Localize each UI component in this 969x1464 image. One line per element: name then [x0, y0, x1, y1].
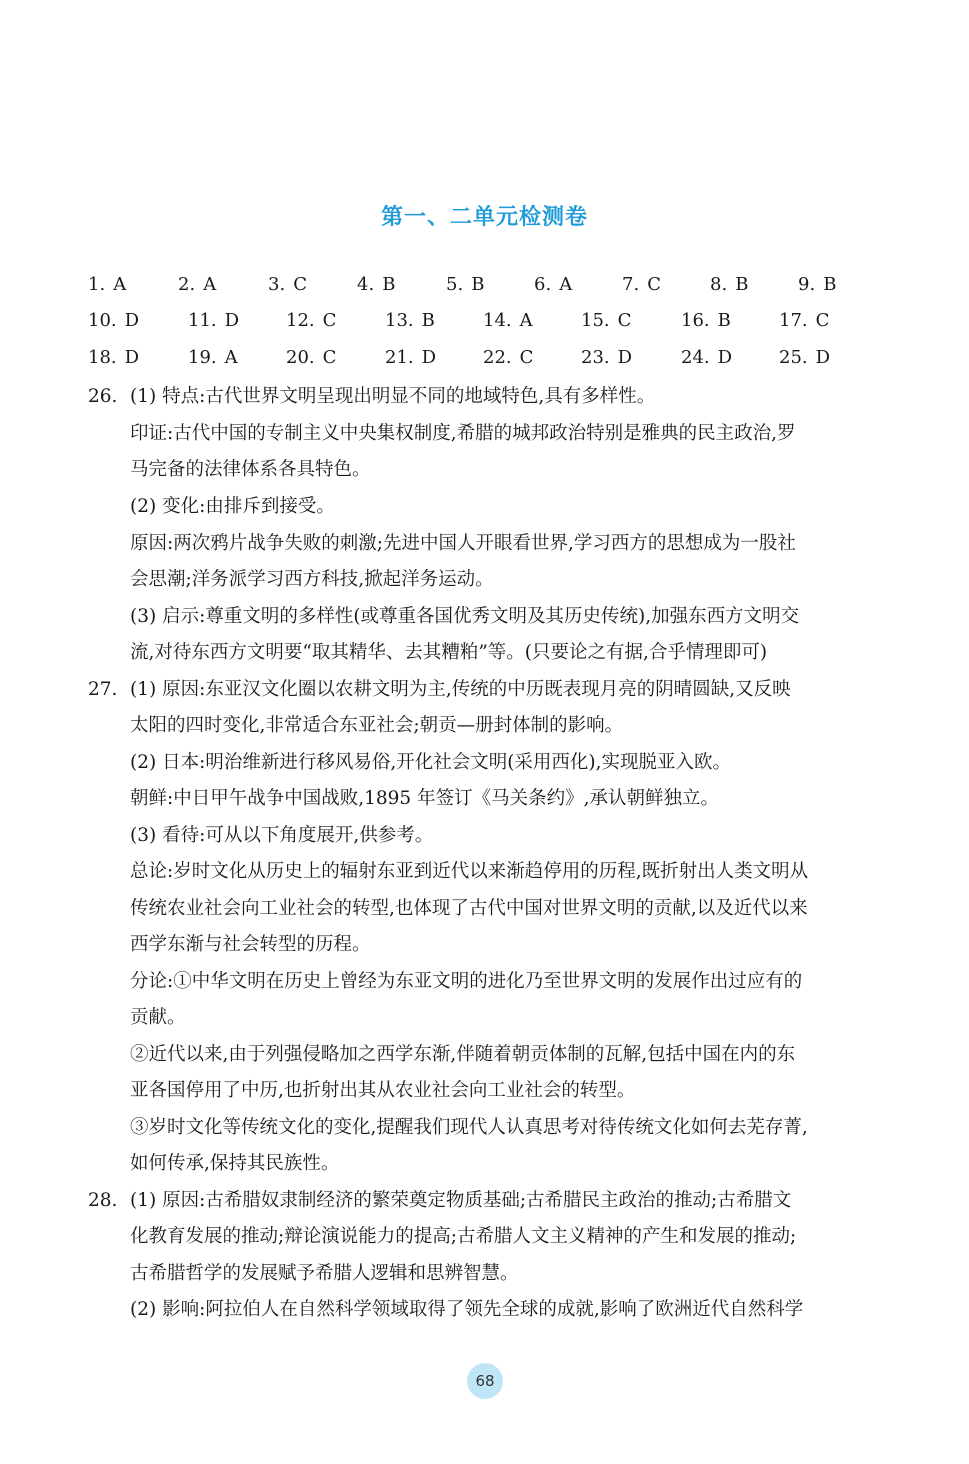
mc-question-number: 12.: [286, 310, 315, 331]
mc-question-number: 23.: [581, 347, 610, 368]
mc-answer-letter: B: [823, 274, 837, 295]
mc-answer-letter: A: [224, 347, 238, 368]
mc-answer-letter: C: [519, 347, 534, 368]
mc-row: [0, 347, 969, 377]
mc-answer: [779, 310, 829, 331]
mc-answer: [710, 274, 748, 295]
q27-line: (2) 日本:明治维新进行移风易俗,开化社会文明(采用西化),实现脱亚入欧。: [130, 752, 732, 773]
mc-answer-letter: D: [224, 310, 240, 331]
mc-answer-letter: D: [124, 310, 140, 331]
q26-line: (1) 特点:古代世界文明呈现出明显不同的地域特色,具有多样性。: [130, 386, 656, 407]
q27-line: (3) 看待:可从以下角度展开,供参考。: [130, 825, 434, 846]
mc-question-number: 14.: [483, 310, 512, 331]
mc-answer-letter: D: [617, 347, 633, 368]
mc-question-number: 1.: [88, 274, 106, 295]
mc-answer-letter: C: [322, 310, 337, 331]
mc-row: [0, 310, 969, 340]
mc-question-number: 3.: [268, 274, 286, 295]
mc-answer: [88, 274, 126, 295]
mc-answer-letter: B: [735, 274, 749, 295]
mc-answer: [268, 274, 307, 295]
mc-answer: [581, 310, 631, 331]
mc-answer: [681, 310, 731, 331]
q28-line: (2) 影响:阿拉伯人在自然科学领域取得了领先全球的成就,影响了欧洲近代自然科学: [130, 1299, 804, 1320]
mc-answer: [286, 347, 336, 368]
mc-question-number: 6.: [534, 274, 552, 295]
q26-line: 会思潮;洋务派学习西方科技,掀起洋务运动。: [130, 569, 494, 590]
q27-line: 如何传承,保持其民族性。: [130, 1153, 340, 1174]
mc-question-number: 25.: [779, 347, 808, 368]
mc-answer-letter: D: [421, 347, 437, 368]
mc-answer: [779, 347, 830, 368]
mc-answer: [88, 310, 139, 331]
mc-question-number: 18.: [88, 347, 117, 368]
mc-question-number: 10.: [88, 310, 117, 331]
q26-line: (3) 启示:尊重文明的多样性(或尊重各国优秀文明及其历史传统),加强东西方文明交: [130, 606, 800, 627]
question-number-28: 28.: [88, 1190, 118, 1211]
q27-line: 总论:岁时文化从历史上的辐射东亚到近代以来渐趋停用的历程,既折射出人类文明从: [130, 861, 809, 882]
q26-line: 印证:古代中国的专制主义中央集权制度,希腊的城邦政治特别是雅典的民主政治,罗: [130, 423, 796, 444]
mc-answer: [622, 274, 661, 295]
q26-line: 原因:两次鸦片战争失败的刺激;先进中国人开眼看世界,学习西方的思想成为一股社: [130, 533, 796, 554]
question-number-26: 26.: [88, 386, 118, 407]
mc-answer-letter: C: [322, 347, 337, 368]
q26-line: 马完备的法律体系各具特色。: [130, 459, 371, 480]
page-number-badge: 68: [467, 1363, 503, 1399]
mc-answer: [357, 274, 395, 295]
mc-answer-letter: D: [124, 347, 140, 368]
q27-line: 西学东渐与社会转型的历程。: [130, 934, 371, 955]
q27-line: 亚各国停用了中历,也折射出其从农业社会向工业社会的转型。: [130, 1080, 636, 1101]
mc-answer: [446, 274, 484, 295]
mc-answer: [286, 310, 336, 331]
mc-answer: [188, 310, 239, 331]
mc-question-number: 19.: [188, 347, 217, 368]
mc-answer-letter: D: [815, 347, 831, 368]
mc-answer: [188, 347, 238, 368]
mc-answer-letter: C: [617, 310, 632, 331]
mc-question-number: 11.: [188, 310, 217, 331]
mc-answer-letter: A: [203, 274, 217, 295]
q27-line: 传统农业社会向工业社会的转型,也体现了古代中国对世界文明的贡献,以及近代以来: [130, 898, 808, 919]
q27-line: (1) 原因:东亚汉文化圈以农耕文明为主,传统的中历既表现月亮的阴晴圆缺,又反映: [130, 679, 791, 700]
mc-answer: [88, 347, 139, 368]
mc-answer-letter: B: [717, 310, 731, 331]
mc-question-number: 16.: [681, 310, 710, 331]
mc-answer: [681, 347, 732, 368]
q28-line: (1) 原因:古希腊奴隶制经济的繁荣奠定物质基础;古希腊民主政治的推动;古希腊文: [130, 1190, 792, 1211]
q26-line: (2) 变化:由排斥到接受。: [130, 496, 335, 517]
q27-line: 太阳的四时变化,非常适合东亚社会;朝贡—册封体制的影响。: [130, 715, 624, 736]
page-title: 第一、二单元检测卷: [380, 205, 588, 230]
mc-answer: [798, 274, 836, 295]
mc-row: [0, 274, 969, 304]
mc-answer: [581, 347, 632, 368]
q27-line: ③岁时文化等传统文化的变化,提醒我们现代人认真思考对待传统文化如何去芜存菁,: [130, 1117, 808, 1138]
question-number-27: 27.: [88, 679, 118, 700]
mc-answer-letter: D: [717, 347, 733, 368]
mc-question-number: 13.: [385, 310, 414, 331]
mc-question-number: 22.: [483, 347, 512, 368]
q26-line: 流,对待东西方文明要“取其精华、去其糟粕”等。(只要论之有据,合乎情理即可): [130, 642, 768, 663]
mc-question-number: 20.: [286, 347, 315, 368]
mc-answer-letter: B: [471, 274, 485, 295]
mc-question-number: 9.: [798, 274, 816, 295]
q27-line: 贡献。: [130, 1007, 186, 1028]
mc-answer-letter: B: [382, 274, 396, 295]
mc-question-number: 24.: [681, 347, 710, 368]
mc-question-number: 21.: [385, 347, 414, 368]
mc-answer-letter: A: [559, 274, 573, 295]
mc-question-number: 17.: [779, 310, 808, 331]
mc-question-number: 2.: [178, 274, 196, 295]
mc-answer-letter: A: [519, 310, 533, 331]
q28-line: 古希腊哲学的发展赋予希腊人逻辑和思辨智慧。: [130, 1263, 519, 1284]
mc-answer: [534, 274, 572, 295]
q27-line: 朝鲜:中日甲午战争中国战败,1895 年签订《马关条约》,承认朝鲜独立。: [130, 788, 719, 809]
mc-answer: [483, 310, 533, 331]
mc-answer: [385, 347, 436, 368]
mc-answer: [385, 310, 435, 331]
mc-answer: [178, 274, 216, 295]
mc-answer-letter: A: [113, 274, 127, 295]
mc-question-number: 15.: [581, 310, 610, 331]
mc-answer-letter: C: [815, 310, 830, 331]
q27-line: ②近代以来,由于列强侵略加之西学东渐,伴随着朝贡体制的瓦解,包括中国在内的东: [130, 1044, 796, 1065]
mc-question-number: 4.: [357, 274, 375, 295]
mc-question-number: 5.: [446, 274, 464, 295]
mc-answer: [483, 347, 533, 368]
q27-line: 分论:①中华文明在历史上曾经为东亚文明的进化乃至世界文明的发展作出过应有的: [130, 971, 803, 992]
mc-question-number: 8.: [710, 274, 728, 295]
mc-question-number: 7.: [622, 274, 640, 295]
mc-answer-letter: C: [293, 274, 307, 295]
mc-answer-letter: C: [647, 274, 661, 295]
mc-answer-letter: B: [421, 310, 435, 331]
q28-line: 化教育发展的推动;辩论演说能力的提高;古希腊人文主义精神的产生和发展的推动;: [130, 1226, 797, 1247]
